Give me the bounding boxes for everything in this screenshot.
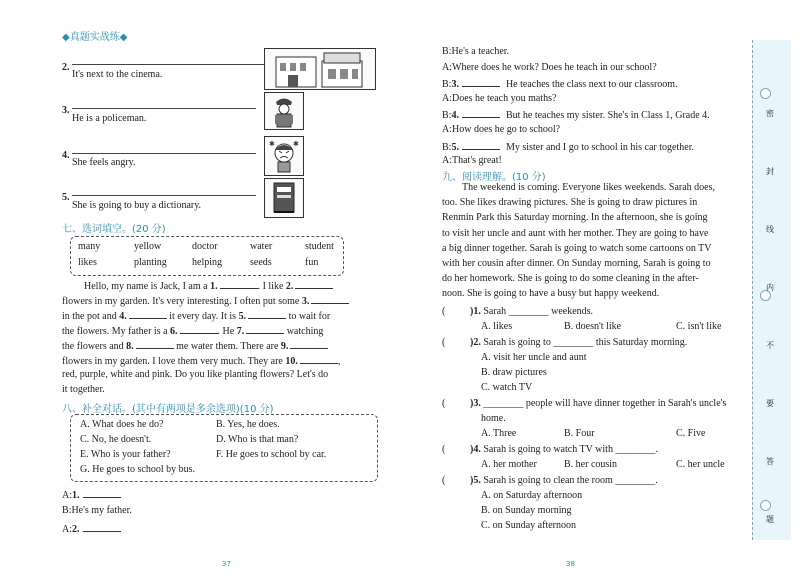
dialogue-line: B:4. But he teaches my sister. She's in Class 1, Grade 4. <box>442 110 710 122</box>
fill-blank[interactable] <box>300 354 338 364</box>
fill-blank[interactable] <box>462 77 500 87</box>
blank-number: 5. <box>451 141 459 153</box>
passage-line: Renmin Park this Saturday morning. In the afternoon, she is going <box>442 212 708 224</box>
dialogue-option: E. Who is your father? <box>80 449 171 460</box>
dialogue-option: C. No, he doesn't. <box>80 434 152 445</box>
item-number: 4. <box>62 150 70 161</box>
seal-char: 线 <box>766 225 774 234</box>
part7-title: 七、选词填空。(20 分) <box>62 224 166 235</box>
seal-char: 密 <box>766 109 774 118</box>
passage-line: flowers in my garden. It's very interesting. I often put some 3. <box>62 294 349 307</box>
fill-blank[interactable] <box>462 140 500 150</box>
seal-char: 封 <box>766 167 774 176</box>
answer-option[interactable]: A. visit her uncle and aunt <box>481 352 587 363</box>
fill-blank[interactable] <box>180 324 218 334</box>
answer-option[interactable]: B. Four <box>564 428 595 439</box>
answer-option[interactable]: B. on Sunday morning <box>481 505 572 516</box>
dialogue-option: D. Who is that man? <box>216 434 299 445</box>
question-paren[interactable]: ( <box>442 306 446 317</box>
question-paren[interactable]: ( <box>442 398 446 409</box>
answer-option[interactable]: B. draw pictures <box>481 367 547 378</box>
part9-title: 九、阅读理解。(10 分) <box>442 172 546 183</box>
question-number: )2. <box>470 337 484 348</box>
svg-text:✱: ✱ <box>269 140 275 148</box>
word-option: student <box>305 241 334 252</box>
answer-text: It's next to the cinema. <box>72 69 163 80</box>
passage-line: in the pot and 4. it every day. It is 5. to wait for <box>62 311 331 322</box>
fill-blank[interactable] <box>129 309 167 319</box>
question-paren[interactable]: ( <box>442 444 446 455</box>
dialogue-option: F. He goes to school by car. <box>216 449 327 460</box>
fill-blank[interactable] <box>290 339 328 349</box>
seal-char: 不 <box>766 341 774 350</box>
section-header-label: ◆真题实战练◆ <box>62 32 128 43</box>
blank-number: 4. <box>119 311 127 322</box>
fill-blank[interactable] <box>136 339 174 349</box>
seal-char: 答 <box>766 457 774 466</box>
page-number-left: 37 <box>222 560 231 568</box>
word-option: water <box>250 241 273 252</box>
answer-option[interactable]: C. watch TV <box>481 382 533 393</box>
seal-char: 内 <box>766 283 774 292</box>
blank-number: 7. <box>236 326 245 337</box>
passage-line: do her homework. She is going to do some cleaning in the after- <box>442 273 699 285</box>
answer-option[interactable]: A. likes <box>481 321 513 332</box>
word-option: many <box>78 241 101 252</box>
answer-option[interactable]: C. her uncle <box>676 459 725 470</box>
answer-text: She is going to buy a dictionary. <box>72 200 202 211</box>
passage-line: too. She likes drawing pictures. She is going to draw pictures in <box>442 197 698 209</box>
dialogue-line: A:Does he teach you maths? <box>442 92 557 104</box>
answer-option[interactable]: B. her cousin <box>564 459 618 470</box>
question-stem: )2. Sarah is going to ________ this Saturday morning. <box>470 337 688 348</box>
blank-number: 6. <box>170 326 178 337</box>
answer-text: He is a policeman. <box>72 113 147 124</box>
word-option: fun <box>305 257 319 268</box>
fill-blank[interactable] <box>246 324 284 334</box>
fill-blank[interactable] <box>462 108 500 118</box>
item-number: 2. <box>62 62 70 73</box>
question-stem: )5. Sarah is going to clean the room ________. <box>470 475 658 486</box>
page-number-right: 38 <box>566 560 575 568</box>
part8-title: 八、补全对话。(其中有两项是多余选项)(10 分) <box>62 404 274 415</box>
blank-number: 1. <box>210 281 218 292</box>
answer-option[interactable]: A. Three <box>481 428 517 439</box>
word-option: helping <box>192 257 222 268</box>
passage-line: a big dinner together. Sarah is going to watch some cartoons on TV <box>442 242 712 254</box>
answer-option[interactable]: C. on Sunday afternoon <box>481 520 576 531</box>
blank-number: 5. <box>238 311 247 322</box>
blank-number: 3. <box>451 79 459 91</box>
answer-option[interactable]: B. doesn't like <box>564 321 622 332</box>
seal-char: 要 <box>766 399 774 408</box>
fill-blank[interactable] <box>248 309 286 319</box>
answer-line[interactable] <box>72 108 256 109</box>
answer-option[interactable]: A. on Saturday afternoon <box>481 490 583 501</box>
item-number: 5. <box>62 192 70 203</box>
answer-option[interactable]: C. isn't like <box>676 321 722 332</box>
blank-number: 2. <box>72 524 80 535</box>
passage-line: to visit her uncle and aunt with her mother. They are going to have <box>442 227 709 239</box>
svg-text:✱: ✱ <box>293 140 299 148</box>
passage-line: the flowers and 8. me water them. There are 9. <box>62 339 328 352</box>
fill-blank[interactable] <box>295 279 333 289</box>
dialogue-line: A:That's great! <box>442 155 502 167</box>
dialogue-line: A:2. <box>62 522 127 535</box>
item-number: 3. <box>62 105 70 116</box>
word-option: seeds <box>250 257 272 268</box>
blank-number: 1. <box>72 490 80 501</box>
binding-hole-icon <box>760 500 771 511</box>
binding-hole-icon <box>760 88 771 99</box>
answer-line[interactable] <box>72 153 256 154</box>
dictionary-icon <box>264 178 304 218</box>
policeman-icon <box>264 92 304 130</box>
dialogue-option: B. Yes, he does. <box>216 419 280 430</box>
blank-number: 9. <box>280 341 289 352</box>
blank-number: 8. <box>126 341 134 352</box>
question-stem: )1. Sarah ________ weekends. <box>470 306 594 317</box>
word-option: doctor <box>192 241 218 252</box>
question-stem: home. <box>481 413 506 424</box>
word-option: likes <box>78 257 97 268</box>
dialogue-option: G. He goes to school by bus. <box>80 464 195 475</box>
word-option: yellow <box>134 241 162 252</box>
dialogue-line: B:5. My sister and I go to school in his car together. <box>442 141 694 153</box>
dialogue-line: B:3. He teaches the class next to our classroom. <box>442 79 678 91</box>
passage-line: red, purple, white and pink. Do you like planting flowers? Let's do <box>62 369 329 380</box>
passage-line: it together. <box>62 384 105 395</box>
question-number: )4. <box>470 444 484 455</box>
question-paren[interactable]: ( <box>442 337 446 348</box>
passage-line: The weekend is coming. Everyone likes weekends. Sarah does, <box>462 182 715 193</box>
question-paren[interactable]: ( <box>442 475 446 486</box>
passage-line: flowers in my garden. I love them very much. They are 10. , <box>62 356 341 367</box>
question-number: )5. <box>470 475 484 486</box>
blank-number: 10. <box>285 356 298 367</box>
passage-line: noon. She is going to have a busy but happy weekend. <box>442 288 660 300</box>
blank-number: 3. <box>301 296 310 307</box>
question-stem: )4. Sarah is going to watch TV with ________. <box>470 444 658 455</box>
question-stem: )3. ________ people will have dinner together in Sarah's uncle's <box>470 398 727 409</box>
dialogue-option: A. What does he do? <box>80 419 164 430</box>
question-number: )1. <box>470 306 484 317</box>
dialogue-line: B:He's a teacher. <box>442 46 510 57</box>
fill-blank[interactable] <box>83 522 121 532</box>
cinema-building-icon <box>264 48 376 90</box>
word-option: planting <box>134 257 167 268</box>
angry-girl-icon <box>264 136 304 176</box>
fill-blank[interactable] <box>311 294 349 304</box>
answer-text: She feels angry. <box>72 157 136 168</box>
fill-blank[interactable] <box>220 279 258 289</box>
seal-char: 题 <box>766 515 774 524</box>
dialogue-line: A:1. <box>62 488 127 501</box>
dialogue-line: B:He's my father. <box>62 505 132 516</box>
dialogue-line: A:Where does he work? Does he teach in our school? <box>442 61 657 73</box>
passage-line: with her cousin after dinner. On Sunday morning, Sarah is going to <box>442 258 711 269</box>
fill-blank[interactable] <box>83 488 121 498</box>
question-number: )3. <box>470 398 484 409</box>
answer-option[interactable]: C. Five <box>676 428 706 439</box>
passage-line: Hello, my name is Jack, I am a 1. . I like 2. <box>62 279 333 292</box>
blank-number: 4. <box>451 110 459 122</box>
dialogue-line: A:How does he go to school? <box>442 124 561 135</box>
answer-line[interactable] <box>72 195 256 196</box>
blank-number: 2. <box>285 281 294 292</box>
passage-line: the flowers. My father is a 6. . He 7. watching <box>62 326 324 337</box>
answer-option[interactable]: A. her mother <box>481 459 537 470</box>
